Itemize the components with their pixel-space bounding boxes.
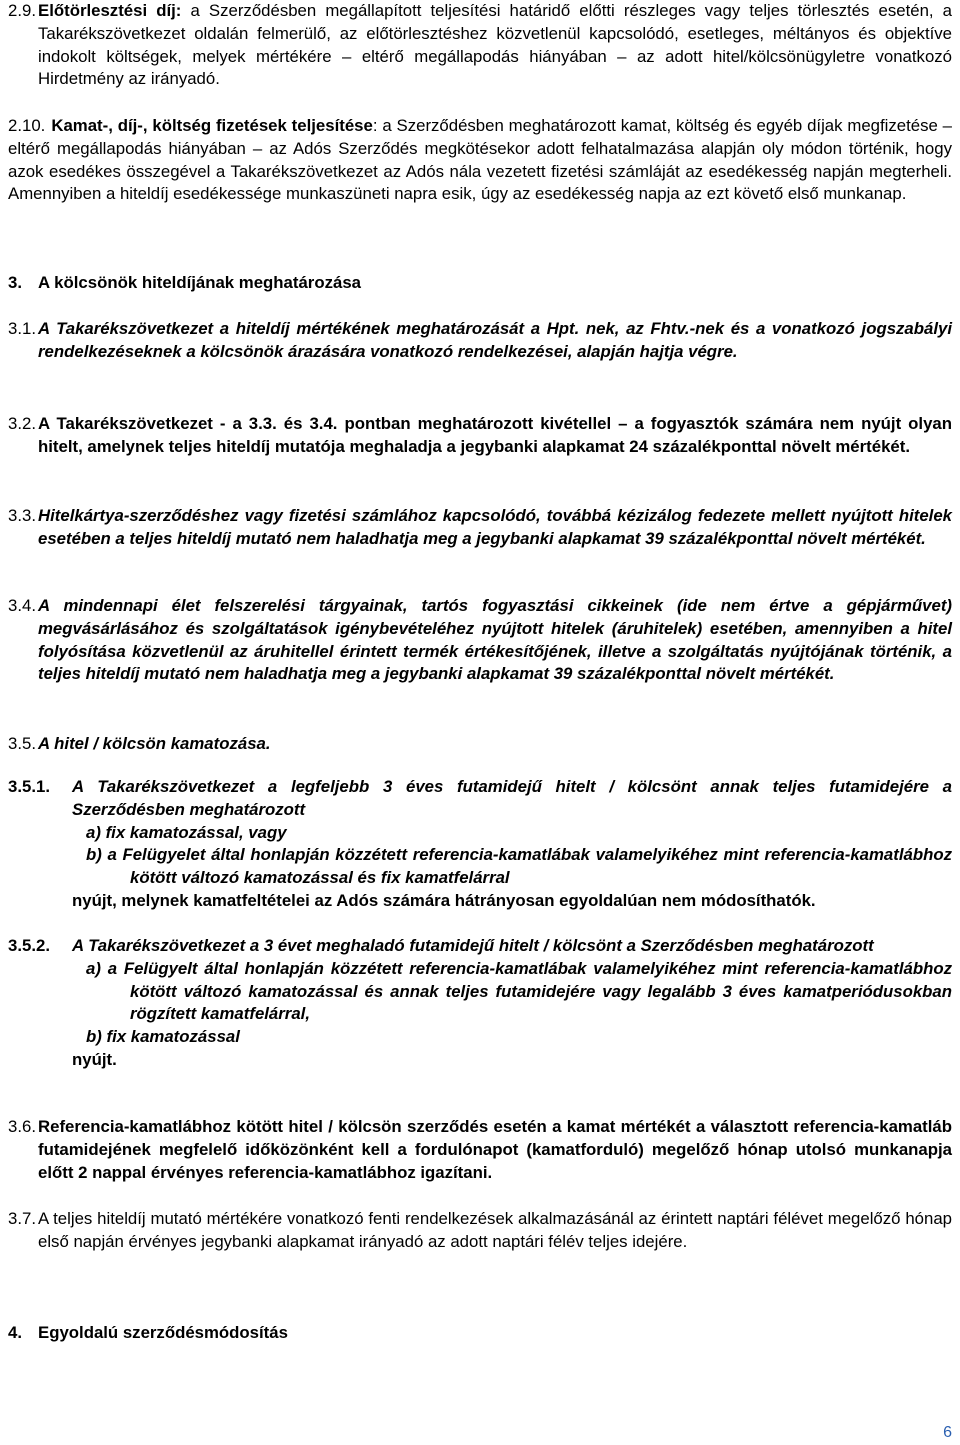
section-number: 3.3.: [8, 506, 36, 525]
section-tail: nyújt.: [72, 1049, 117, 1069]
section-text: a Szerződésben megállapított teljesítési határidő előtti részleges vagy teljes törlesztés esetén, a Takarékszövetkezet oldalán felmerülő, az előtörlesztéshez közvetlenül kapcsolódó, esetleges, méltányos és objektíve indokolt költségek, melyek mértékére – eltérő megállapodás hiányában – az adott hitel/kölcsönügyletre vonatkozó Hirdetmény az irányadó.: [38, 1, 953, 89]
section-3-3: [0, 505, 960, 551]
section-text: : a Szerződésben meghatározott kamat, költség és egyéb díjak megfizetése – eltérő megállapodás hiányában – az Adós Szerződés megkötésekor adott felhatalmazása alapján oly módon történik, hogy azok esedékes összegével a Takarékszövetkezet az Adós nála vezetett fizetési számláját az esedékesség napján megterheli. Amennyiben a hiteldíj esedékessége munkaszüneti napra esik, úgy az esedékesség napja az ezt követő első munkanap.: [8, 116, 953, 204]
section-number: 2.10.: [8, 116, 46, 135]
section-3-6: [0, 1116, 960, 1184]
section-3-5-1: [0, 776, 960, 913]
section-text: Referencia-kamatlábhoz kötött hitel / kölcsön szerződés esetén a kamat mértékét a választott referencia-kamatláb futamidejének megfelelő időközönként kell a fordulónapot (kamatforduló) megelőző hónap utolsó munkanapja előtt 2 nappal érvényes referencia-kamatlábhoz igazítani.: [38, 1117, 952, 1182]
section-title: Kamat-, díj-, költség fizetések teljesítése: [51, 116, 373, 135]
section-text: A teljes hiteldíj mutató mértékére vonatkozó fenti rendelkezések alkalmazásánál az érintett naptári félévet megelőző hónap első napján érvényes jegybanki alapkamat irányadó az adott naptári félév teljes idejére.: [38, 1209, 952, 1251]
chapter-title: Egyoldalú szerződésmódosítás: [38, 1323, 288, 1342]
section-title: Előtörlesztési díj:: [38, 1, 182, 20]
list-item-a: a) fix kamatozással, vagy: [86, 822, 287, 842]
section-text: A Takarékszövetkezet a hiteldíj mértékének meghatározását a Hpt. nek, az Fhtv.-nek és a vonatkozó jogszabályi rendelkezéseknek a kölcsönök árazására vonatkozó rendelkezései, alapján hajtja végre.: [38, 319, 952, 361]
list-item-b: [72, 844, 952, 890]
section-number: 2.9.: [8, 1, 36, 20]
section-2-10: [0, 115, 960, 206]
section-number: 3.5.1.: [8, 777, 50, 796]
list-item-a: [72, 958, 952, 1026]
section-number: 3.7.: [8, 1209, 36, 1228]
section-number: 3.1.: [8, 319, 36, 338]
section-3-1: [0, 318, 960, 364]
chapter-number: 4.: [8, 1323, 22, 1342]
section-number: 3.4.: [8, 596, 36, 615]
section-3-5: [0, 733, 960, 756]
section-text: A Takarékszövetkezet a legfeljebb 3 éves futamidejű hitelt / kölcsönt annak teljes futamidejére a Szerződésben meghatározott: [72, 777, 952, 819]
section-text: A hitel / kölcsön kamatozása.: [38, 734, 271, 753]
section-number: 3.2.: [8, 414, 36, 433]
chapter-3-heading: [0, 272, 960, 295]
list-item-b-text: b) a Felügyelet által honlapján közzétett referencia-kamatlábak valamelyikéhez mint referencia-kamatlábhoz kötött változó kamatozással és fix kamatfelárral: [86, 845, 952, 888]
list-item-b: b) fix kamatozással: [86, 1027, 240, 1047]
section-3-4: [0, 595, 960, 686]
section-number: 3.5.2.: [8, 936, 50, 955]
section-3-5-2: [0, 935, 960, 1072]
section-2-9: [0, 0, 960, 91]
section-tail: nyújt, melynek kamatfeltételei az Adós számára hátrányosan egyoldalúan nem módosíthatók.: [72, 890, 816, 910]
chapter-title: A kölcsönök hiteldíjának meghatározása: [38, 273, 361, 292]
section-number: 3.5.: [8, 734, 36, 753]
chapter-number: 3.: [8, 273, 22, 292]
section-number: 3.6.: [8, 1117, 36, 1136]
section-text: A mindennapi élet felszerelési tárgyainak, tartós fogyasztási cikkeinek (ide nem értve a gépjárművet) megvásárlásához és szolgáltatások igénybevételéhez nyújtott hitelek (áruhitelek) esetében, amennyiben a hitel folyósítása közvetlenül az áruhitellel érintett termék értékesítőjének, illetve a szolgáltatás nyújtójának történik, a teljes hiteldíj mutató nem haladhatja meg a jegybanki alapkamat 39 százalékponttal növelt mértékét.: [38, 596, 952, 684]
section-text: A Takarékszövetkezet a 3 évet meghaladó futamidejű hitelt / kölcsönt a Szerződésben meghatározott: [72, 936, 874, 955]
list-item-a-text: a) a Felügyelt által honlapján közzétett referencia-kamatlábak valamelyikéhez mint referencia-kamatlábhoz kötött változó kamatozással és annak teljes futamidejére vagy legalább 3 éves kamatperiódusokban rögzített kamatfelárral,: [86, 958, 952, 1024]
page-number: 6: [943, 1424, 952, 1441]
section-3-2: [0, 413, 960, 459]
section-text: A Takarékszövetkezet - a 3.3. és 3.4. pontban meghatározott kivétellel – a fogyasztók számára nem nyújt olyan hitelt, amelynek teljes hiteldíj mutatója meghaladja a jegybanki alapkamat 24 százalékponttal növelt mértékét.: [38, 414, 952, 456]
section-3-7: [0, 1208, 960, 1254]
section-text: Hitelkártya-szerződéshez vagy fizetési számlához kapcsolódó, továbbá kézizálog fedezete mellett nyújtott hitelek esetében a teljes hiteldíj mutató nem haladhatja meg a jegybanki alapkamat 39 százalékponttal növelt mértékét.: [38, 506, 952, 548]
chapter-4-heading: [0, 1322, 960, 1345]
